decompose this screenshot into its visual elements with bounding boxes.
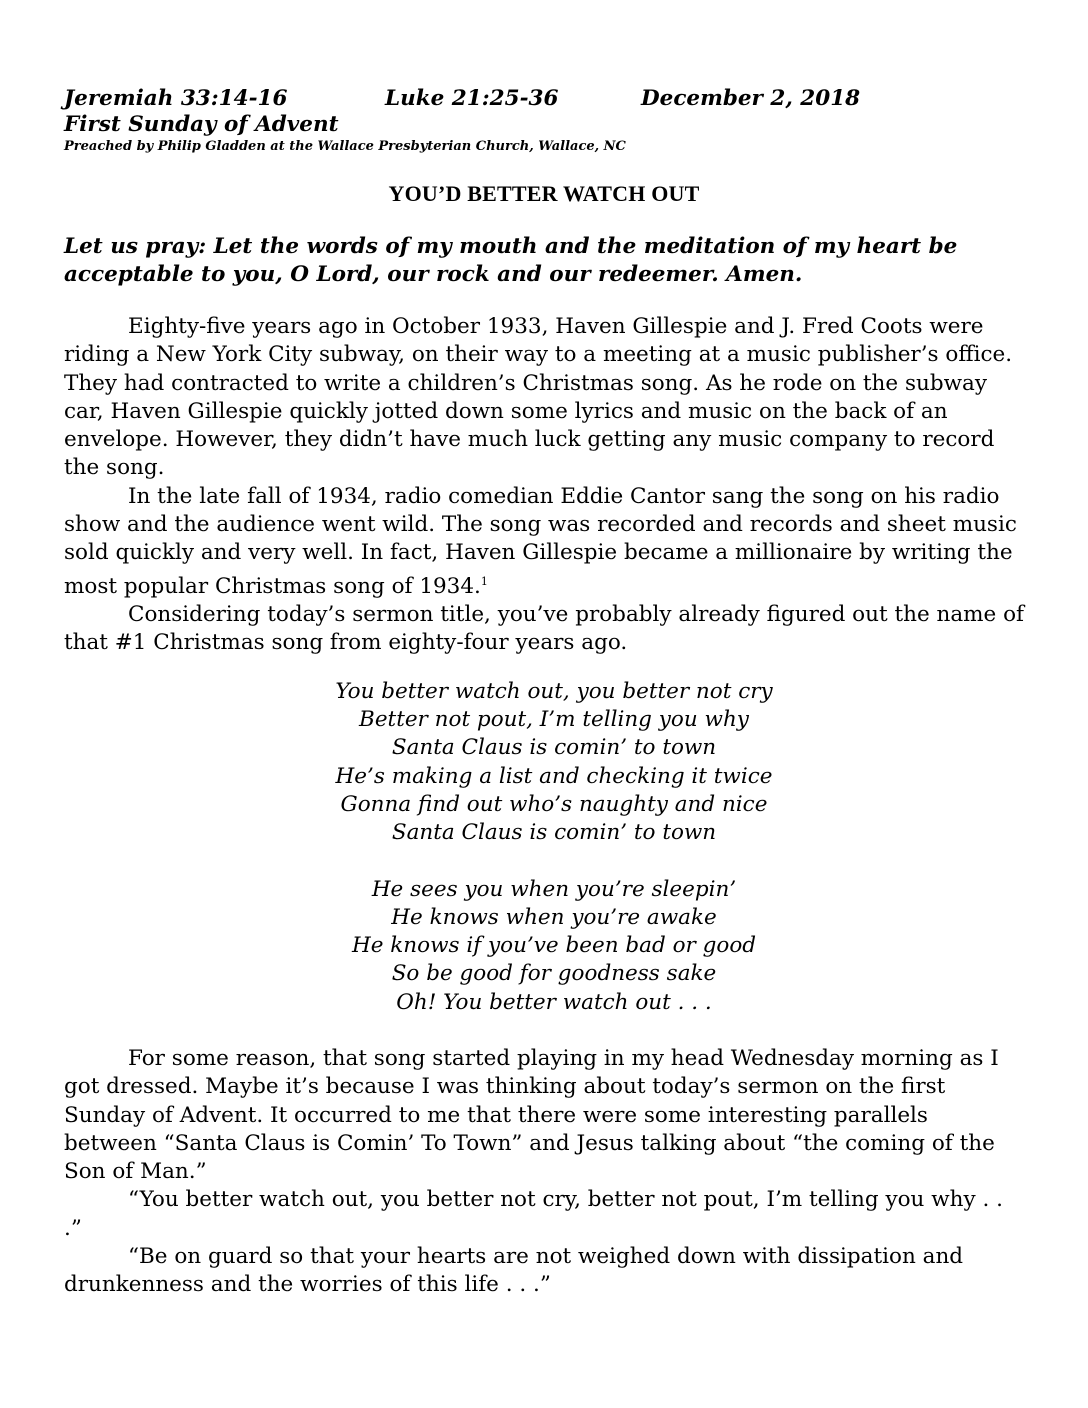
verse-line: He’s making a list and checking it twice xyxy=(335,763,773,789)
paragraph-6: “Be on guard so that your hearts are not weighed down with dissipation and drunkenness and the worries of this life . . .” xyxy=(64,1244,964,1298)
sermon-date: December 2, 2018 xyxy=(641,86,861,111)
opening-prayer: Let us pray: Let the words of my mouth and the meditation of my heart be acceptable to you, O Lord, our rock and our redeemer. Amen. xyxy=(64,234,958,287)
song-verse-2 xyxy=(84,876,1024,1017)
verse-line: Gonna find out who’s naughty and nice xyxy=(340,791,768,817)
verse-line: He sees you when you’re sleepin’ xyxy=(371,876,737,902)
scripture-ref-jeremiah: Jeremiah 33:14-16 xyxy=(64,86,288,111)
occasion: First Sunday of Advent xyxy=(64,112,339,137)
scripture-references xyxy=(64,86,1024,112)
verse-line: You better watch out, you better not cry xyxy=(335,678,773,704)
verse-line: He knows when you’re awake xyxy=(391,904,717,930)
verse-line: Oh! You better watch out . . . xyxy=(396,989,712,1015)
body-text xyxy=(64,313,1024,658)
verse-line: Santa Claus is comin’ to town xyxy=(391,820,717,846)
song-verse-1 xyxy=(84,678,1024,848)
verse-line: Santa Claus is comin’ to town xyxy=(391,735,717,761)
paragraph-2 xyxy=(64,483,1024,601)
paragraph-4: For some reason, that song started playing in my head Wednesday morning as I got dressed. Maybe it’s because I was thinking about today’s sermon on the first Sunday of Advent. It occurred to me that there were some interesting parallels between “Santa Claus is Comin’ To Town” and Jesus talking about “the coming of the Son of Man.” xyxy=(64,1045,999,1185)
footnote-mark: 1 xyxy=(480,574,488,588)
scripture-ref-luke: Luke 21:25-36 xyxy=(385,86,559,111)
paragraph-1: Eighty-five years ago in October 1933, Haven Gillespie and J. Fred Coots were riding a New York City subway, on their way to a meeting at a music publisher’s office. They had contracted to write a children’s Christmas song. As he rode on the subway car, Haven Gillespie quickly jotted down some lyrics and music on the back of an envelope. However, they didn’t have much luck getting any music company to record the song. xyxy=(64,314,1013,481)
verse-line: Better not pout, I’m telling you why xyxy=(359,707,749,733)
paragraph-3: Considering today’s sermon title, you’ve probably already figured out the name of that #1 Christmas song from eighty-four years ago. xyxy=(64,602,1025,656)
sermon-header xyxy=(64,86,1024,138)
paragraph-2-text: In the late fall of 1934, radio comedian Eddie Cantor sang the song on his radio show and the audience went wild. The song was recorded and records and sheet music sold quickly and very well. In fact, Haven Gillespie became a millionaire by writing the most popular Christmas song of 1934. xyxy=(64,483,1017,599)
paragraph-5: “You better watch out, you better not cry, better not pout, I’m telling you why . . .” xyxy=(64,1187,1003,1241)
verse-line: So be good for goodness sake xyxy=(391,961,717,987)
sermon-title: YOU’D BETTER WATCH OUT xyxy=(388,181,700,206)
body-text-continued xyxy=(64,1045,1024,1300)
preached-by-line: Preached by Philip Gladden at the Wallace Presbyterian Church, Wallace, NC xyxy=(64,139,626,154)
verse-line: He knows if you’ve been bad or good xyxy=(351,933,757,959)
